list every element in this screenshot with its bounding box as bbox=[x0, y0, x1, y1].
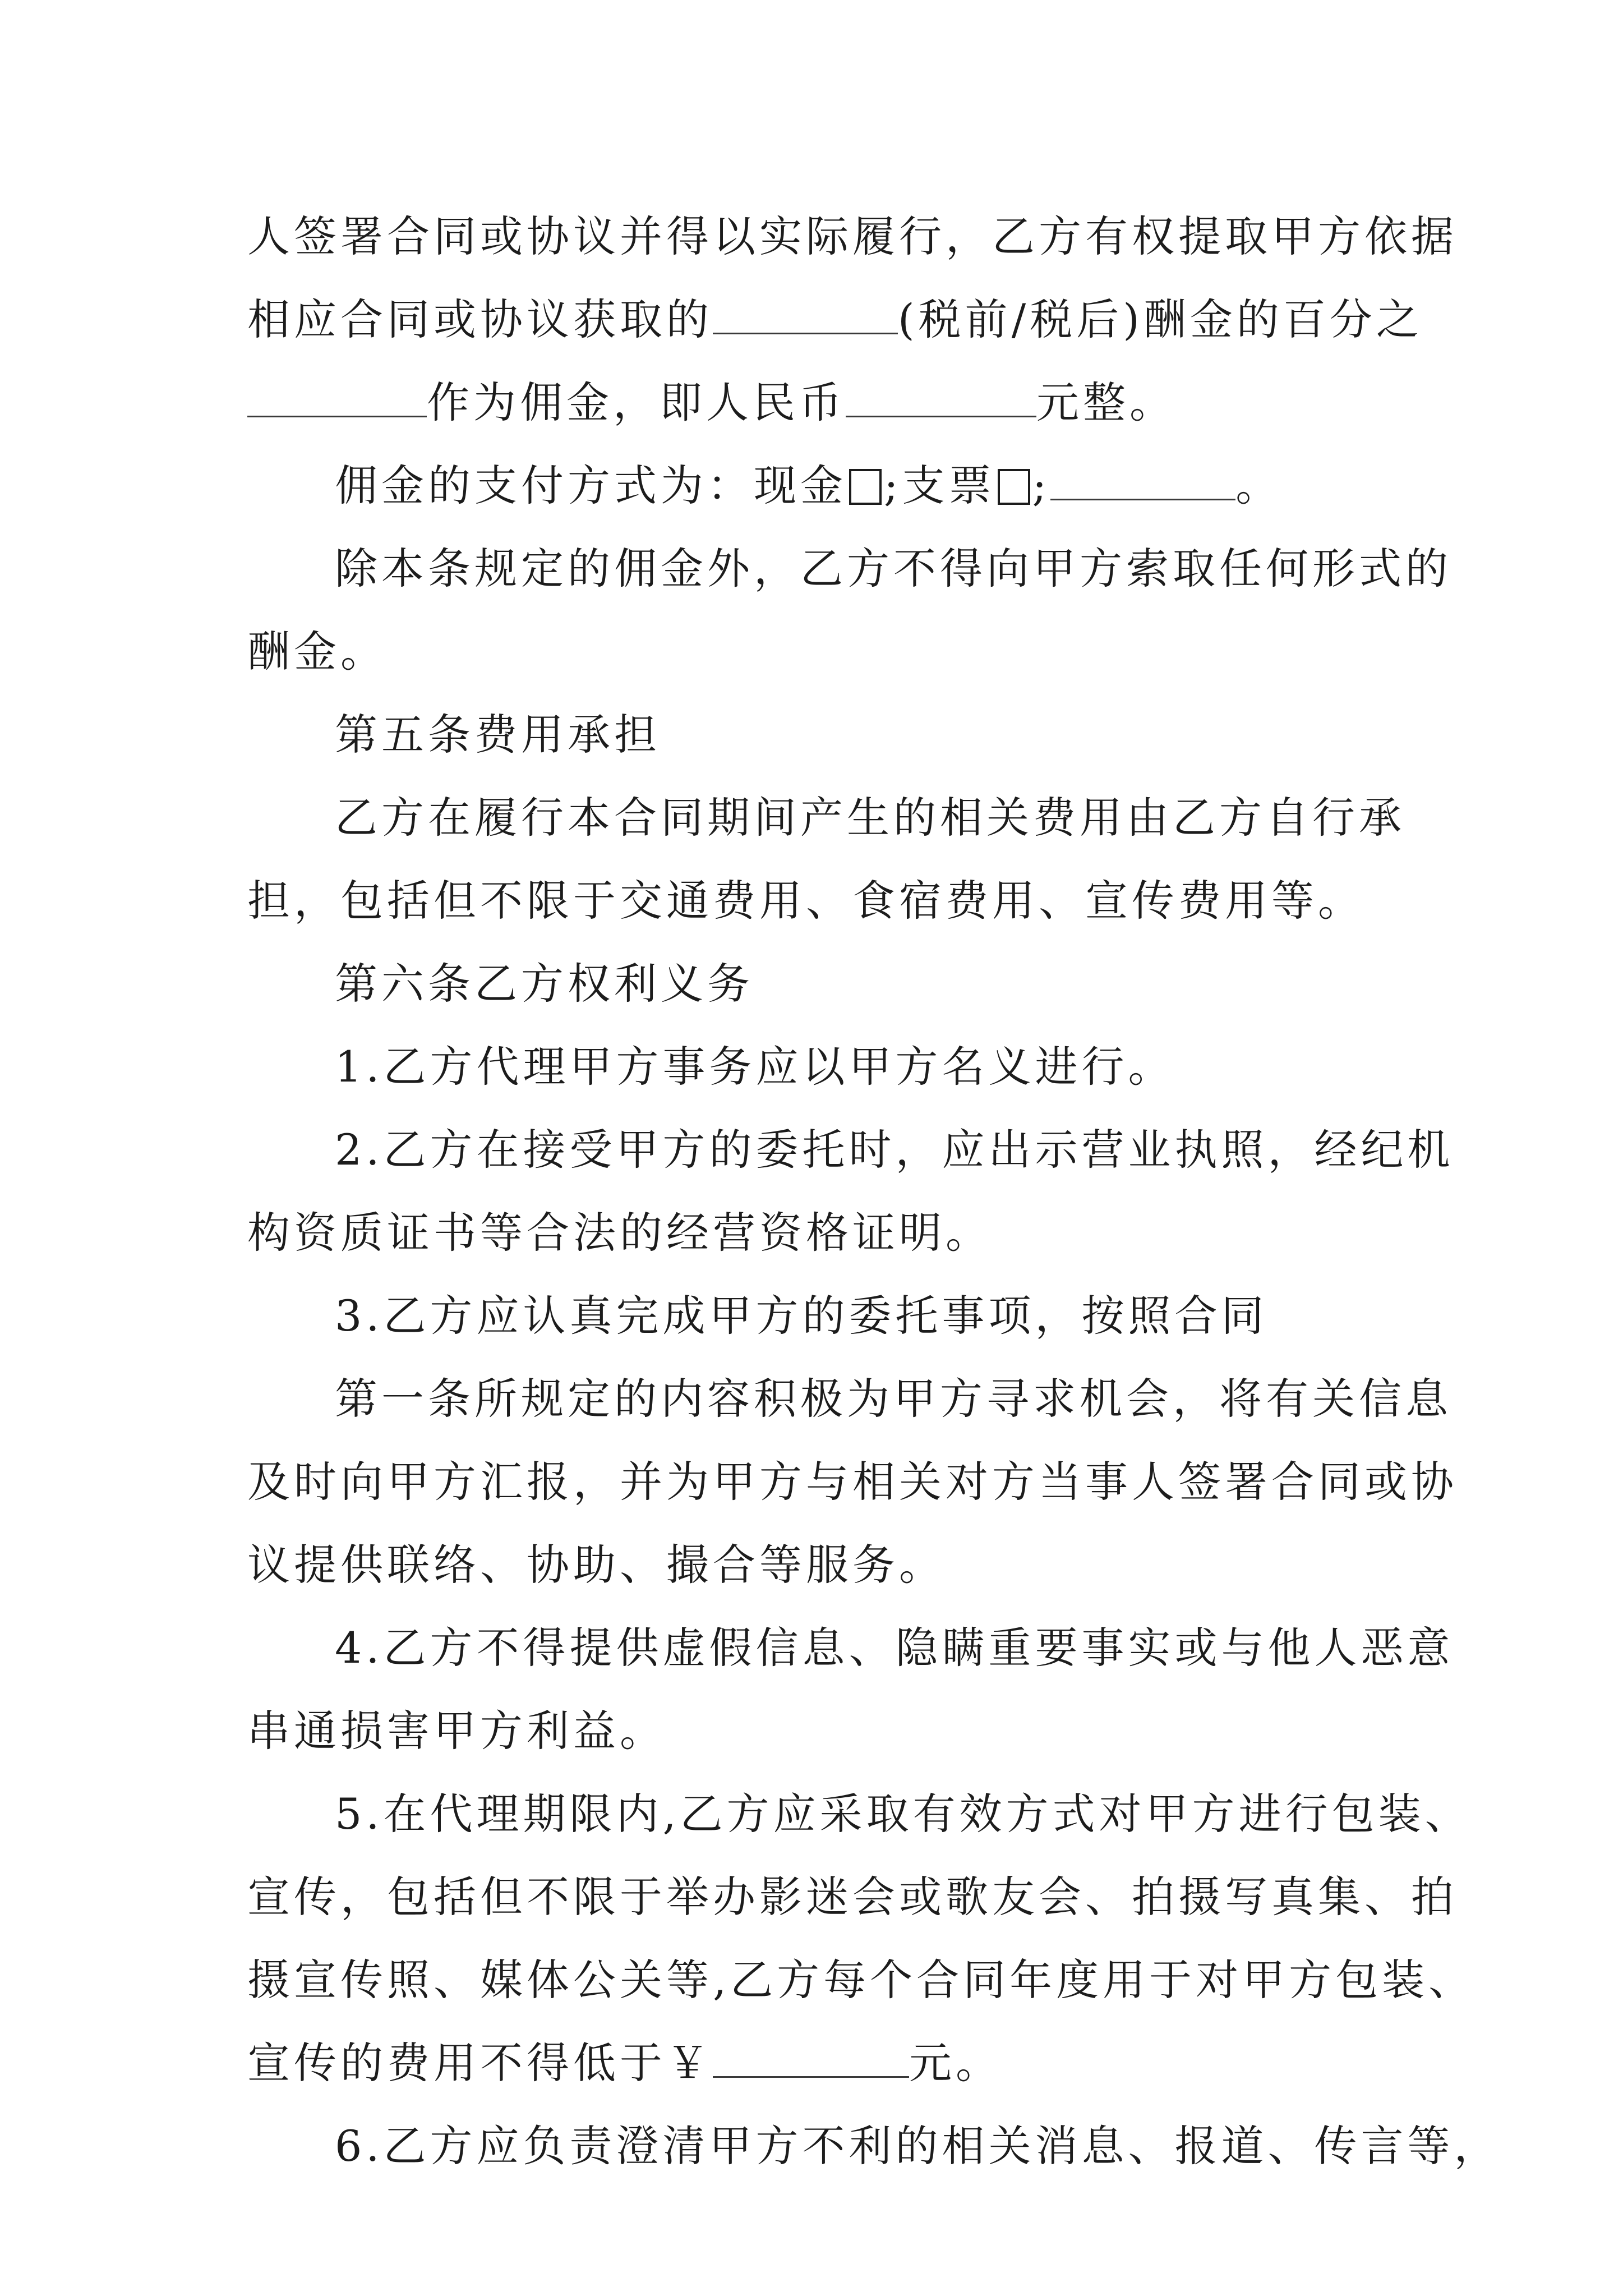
text-line bbox=[247, 1191, 1391, 1274]
line-text: 6.乙方应负责澄清甲方不利的相关消息、报道、传言等， bbox=[335, 2121, 1501, 2171]
heading-text: 第六条乙方权利义务 bbox=[335, 959, 754, 1009]
line-text: 1.乙方代理甲方事务应以甲方名义进行。 bbox=[335, 1042, 1175, 1092]
text-line bbox=[247, 610, 1391, 693]
line-text: 摄宣传照、媒体公关等,乙方每个合同年度用于对甲方包装、 bbox=[247, 1955, 1476, 2005]
document-body bbox=[247, 195, 1501, 2188]
line-text: 人签署合同或协议并得以实际履行，乙方有权提取甲方依据 bbox=[247, 211, 1458, 261]
text-line bbox=[247, 195, 1458, 278]
line-text: 宣传的费用不得低于￥ bbox=[247, 2038, 713, 2088]
text-line bbox=[247, 1773, 1472, 1856]
text-line bbox=[247, 444, 1391, 527]
text-line bbox=[247, 527, 1452, 610]
line-text: 担，包括但不限于交通费用、食宿费用、宣传费用等。 bbox=[247, 876, 1364, 926]
text-line bbox=[247, 1358, 1452, 1441]
line-text: 元整。 bbox=[1036, 378, 1176, 427]
line-text: 作为佣金，即人民币 bbox=[427, 378, 846, 427]
line-text: 第一条所规定的内容积极为甲方寻求机会，将有关信息 bbox=[335, 1374, 1452, 1424]
line-text: 元。 bbox=[909, 2038, 1002, 2088]
line-text: ;支票 bbox=[884, 461, 995, 510]
text-line bbox=[247, 1690, 1391, 1773]
text-line bbox=[247, 776, 1405, 859]
blank-field bbox=[713, 292, 898, 334]
section-heading bbox=[247, 942, 1391, 1025]
text-line bbox=[247, 1939, 1476, 2022]
text-line bbox=[247, 361, 1391, 444]
text-line bbox=[247, 2022, 1391, 2105]
line-text: 酬金。 bbox=[247, 627, 387, 677]
blank-field bbox=[846, 375, 1036, 417]
line-text: 佣金的支付方式为：现金 bbox=[335, 461, 847, 510]
line-text: 宣传，包括但不限于举办影迷会或歌友会、拍摄写真集、拍 bbox=[247, 1872, 1458, 1922]
cash-checkbox bbox=[849, 469, 882, 505]
text-line bbox=[247, 1108, 1454, 1191]
text-line bbox=[247, 278, 1423, 361]
blank-field bbox=[1050, 458, 1235, 500]
text-line bbox=[247, 1025, 1391, 1108]
text-line bbox=[247, 1274, 1391, 1358]
text-line bbox=[247, 2105, 1501, 2188]
line-text: 2.乙方在接受甲方的委托时，应出示营业执照，经纪机 bbox=[335, 1125, 1454, 1175]
line-text: 串通损害甲方利益。 bbox=[247, 1706, 666, 1756]
line-text: 。 bbox=[1235, 461, 1283, 510]
blank-field bbox=[713, 2036, 909, 2078]
line-text: 相应合同或协议获取的 bbox=[247, 295, 713, 344]
text-line bbox=[247, 1856, 1458, 1939]
blank-field bbox=[247, 375, 427, 417]
line-text: 5.在代理期限内,乙方应采取有效方式对甲方进行包装、 bbox=[335, 1789, 1472, 1839]
line-text: 构资质证书等合法的经营资格证明。 bbox=[247, 1208, 992, 1258]
text-line bbox=[247, 1441, 1458, 1524]
text-line bbox=[247, 859, 1391, 942]
section-heading bbox=[247, 693, 1391, 776]
line-text: 除本条规定的佣金外，乙方不得向甲方索取任何形式的 bbox=[335, 544, 1452, 593]
line-text: 4.乙方不得提供虚假信息、隐瞒重要事实或与他人恶意 bbox=[335, 1623, 1454, 1673]
line-text: ; bbox=[1032, 461, 1051, 510]
cheque-checkbox bbox=[998, 469, 1030, 505]
text-line bbox=[247, 1524, 1391, 1607]
text-line bbox=[247, 1607, 1454, 1690]
line-text: 乙方在履行本合同期间产生的相关费用由乙方自行承 bbox=[335, 793, 1405, 843]
line-text: 3.乙方应认真完成甲方的委托事项，按照合同 bbox=[335, 1291, 1268, 1341]
line-text: 及时向甲方汇报，并为甲方与相关对方当事人签署合同或协 bbox=[247, 1457, 1458, 1507]
line-text: (税前/税后)酬金的百分之 bbox=[898, 295, 1423, 344]
heading-text: 第五条费用承担 bbox=[335, 710, 661, 760]
line-text: 议提供联络、协助、撮合等服务。 bbox=[247, 1540, 946, 1590]
